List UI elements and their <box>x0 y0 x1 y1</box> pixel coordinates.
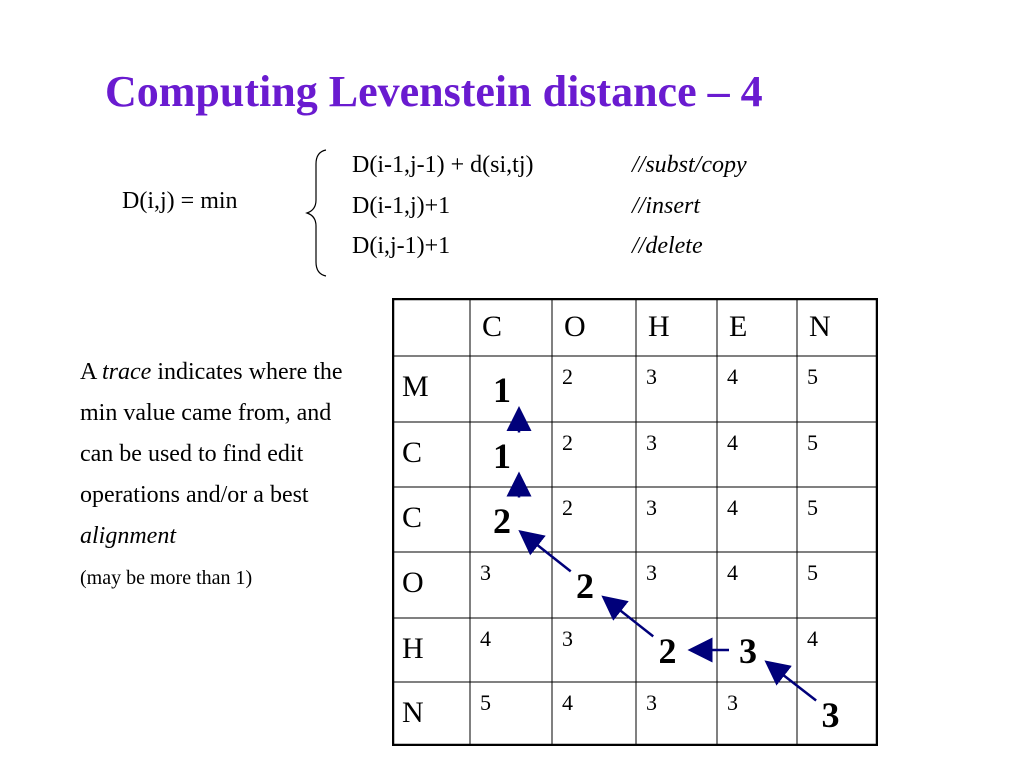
column-header: E <box>729 310 748 343</box>
cell-value: 3 <box>727 690 738 715</box>
cell-value: 3 <box>646 495 657 520</box>
cell-value: 4 <box>562 690 573 715</box>
column-header: O <box>564 310 586 343</box>
explanation-trace: trace <box>102 359 152 385</box>
left-brace-icon <box>304 148 334 278</box>
cell-value: 3 <box>646 560 657 585</box>
trace-cell-value: 2 <box>658 631 677 671</box>
column-header: H <box>648 310 670 343</box>
cell-value: 4 <box>727 560 738 585</box>
cell-value: 3 <box>646 364 657 389</box>
formula-line-subst: D(i-1,j-1) + d(si,tj) <box>352 152 534 178</box>
cell-value: 4 <box>727 364 738 389</box>
formula-line-delete: D(i,j-1)+1 <box>352 233 451 259</box>
explanation-body: indicates where the min value came from, and can be used to find edit operations and/or a best <box>80 359 343 508</box>
row-header: M <box>402 370 429 403</box>
formula-line-insert: D(i-1,j)+1 <box>352 193 451 219</box>
cell-value: 2 <box>562 430 573 455</box>
cell-value: 3 <box>480 560 491 585</box>
cell-value: 3 <box>646 430 657 455</box>
cell-value: 2 <box>562 495 573 520</box>
trace-cell-value: 2 <box>576 566 594 606</box>
table-grid-lines <box>392 298 878 746</box>
explanation-alignment: alignment <box>80 523 176 549</box>
row-header: C <box>402 436 423 469</box>
cell-value: 5 <box>807 430 818 455</box>
cell-value: 4 <box>480 626 491 651</box>
row-header: C <box>402 501 423 534</box>
column-header: N <box>809 310 831 343</box>
column-header: C <box>482 310 503 343</box>
cell-value: 3 <box>562 626 573 651</box>
trace-cell-value: 3 <box>739 631 757 671</box>
explanation-text <box>80 352 350 599</box>
explanation-note: (may be more than 1) <box>80 567 253 589</box>
cell-value: 5 <box>807 560 818 585</box>
slide-title: Computing Levenstein distance – 4 <box>105 67 763 116</box>
cell-value: 3 <box>646 690 657 715</box>
trace-cell-value: 1 <box>493 370 511 410</box>
cell-value: 4 <box>727 430 738 455</box>
row-header: N <box>402 696 424 729</box>
cell-value: 2 <box>562 364 573 389</box>
formula-comment-subst: //subst/copy <box>632 152 747 178</box>
formula-lhs: D(i,j) = min <box>122 188 238 214</box>
cell-value: 5 <box>807 495 818 520</box>
row-header: H <box>402 632 424 665</box>
cell-value: 5 <box>480 690 491 715</box>
cell-value: 4 <box>727 495 738 520</box>
distance-table <box>392 298 878 746</box>
formula-comment-delete: //delete <box>632 233 703 259</box>
trace-cell-value: 1 <box>493 435 511 476</box>
cell-value: 5 <box>807 364 818 389</box>
explanation-a: A <box>80 359 97 385</box>
trace-cell-value: 3 <box>821 695 840 735</box>
cell-value: 4 <box>807 626 818 651</box>
trace-cell-value: 2 <box>493 500 511 541</box>
row-header: O <box>402 566 424 599</box>
formula-comment-insert: //insert <box>632 193 701 219</box>
